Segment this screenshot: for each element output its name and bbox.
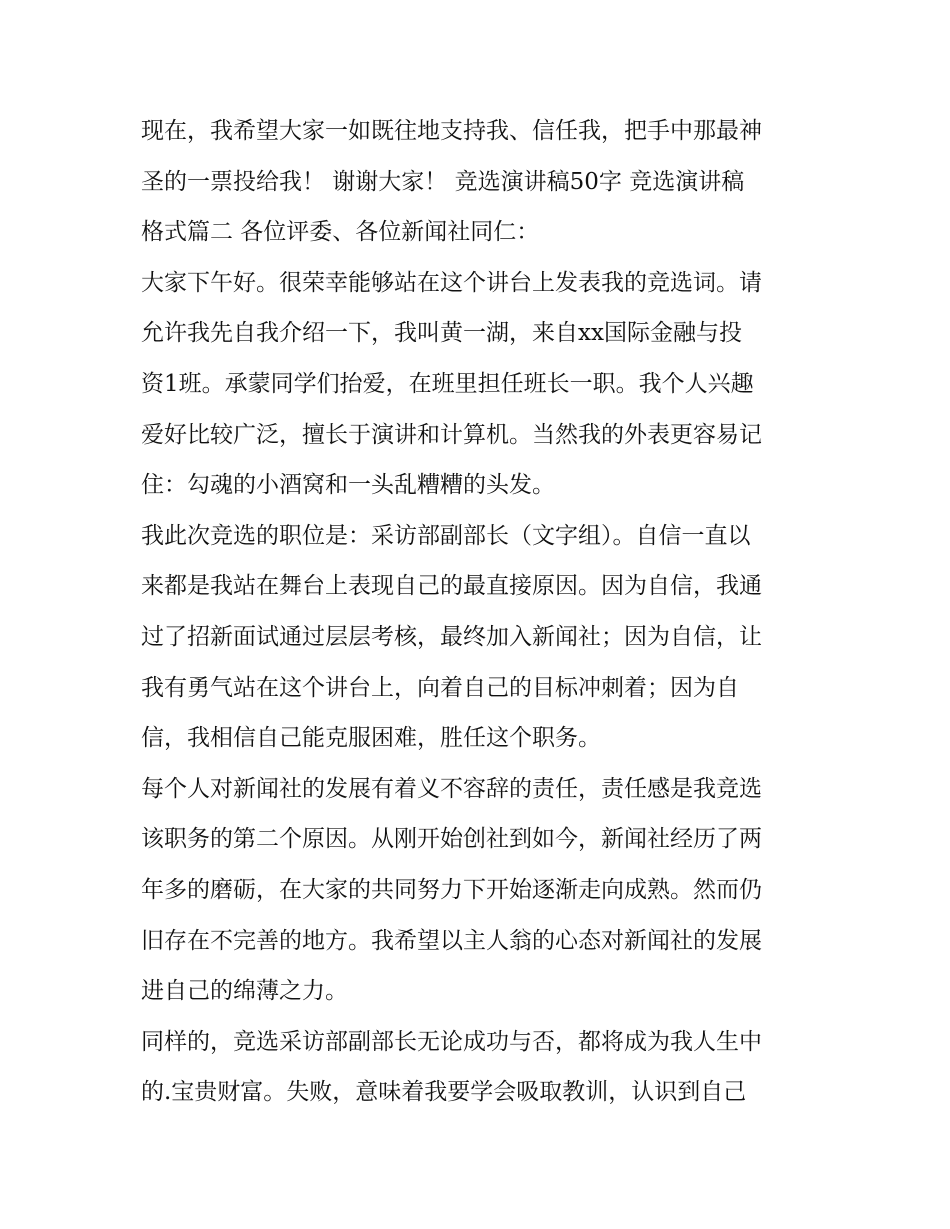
text-line: 允许我先自我介绍一下，我叫黄一湖，来自xx国际金融与投	[141, 320, 742, 347]
text-line: 过了招新面试通过层层考核，最终加入新闻社；因为自信，让	[141, 623, 762, 650]
text-line: 进自己的绵薄之力。	[141, 978, 348, 1005]
text-line: 我此次竞选的职位是：采访部副部长（文字组）。自信一直以	[141, 522, 751, 549]
text-line: 来都是我站在舞台上表现自己的最直接原因。因为自信，我通	[141, 573, 762, 600]
text-line: 资1班。承蒙同学们抬爱，在班里担任班长一职。我个人兴趣	[141, 370, 754, 397]
text-line: 年多的磨砺，在大家的共同努力下开始逐渐走向成熟。然而仍	[141, 876, 762, 903]
text-line: 爱好比较广泛，擅长于演讲和计算机。当然我的外表更容易记	[141, 421, 762, 448]
text-line: 旧存在不完善的地方。我希望以主人翁的心态对新闻社的发展	[141, 927, 762, 954]
text-line: 该职务的第二个原因。从刚开始创社到如今，新闻社经历了两	[141, 826, 762, 853]
document-body	[141, 106, 813, 1118]
text-line: 同样的，竞选采访部副部长无论成功与否，都将成为我人生中	[141, 1028, 762, 1055]
text-line: 大家下午好。很荣幸能够站在这个讲台上发表我的竞选词。请	[141, 269, 762, 296]
text-line: 每个人对新闻社的发展有着义不容辞的责任，责任感是我竞选	[141, 775, 762, 802]
text-line: 信，我相信自己能克服困难，胜任这个职务。	[141, 725, 601, 752]
text-line: 圣的一票投给我！ 谢谢大家！ 竞选演讲稿50字 竞选演讲稿	[141, 168, 745, 195]
text-line: 格式篇二 各位评委、各位新闻社同仁：	[141, 219, 540, 246]
text-line: 我有勇气站在这个讲台上，向着自己的目标冲刺着；因为自	[141, 674, 739, 701]
text-line: 住：勾魂的小酒窝和一头乱糟糟的头发。	[141, 472, 555, 499]
text-line: 的.宝贵财富。失败，意味着我要学会吸取教训，认识到自己	[141, 1079, 747, 1106]
text-line: 现在，我希望大家一如既往地支持我、信任我，把手中那最神	[141, 118, 762, 144]
